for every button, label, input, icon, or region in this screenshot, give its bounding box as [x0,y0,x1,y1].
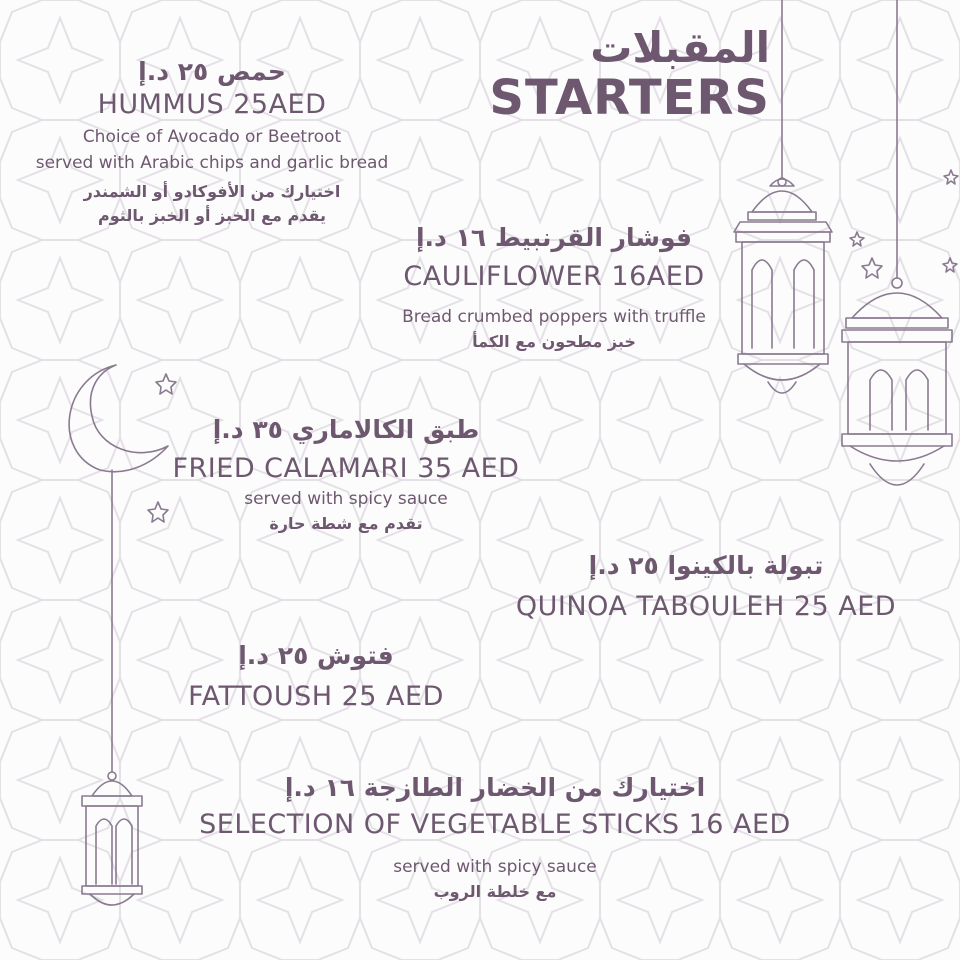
menu-item-quinoa-tabouleh [486,550,926,624]
item-description: served with spicy sauce [393,857,597,877]
item-name-arabic: حمص ٢٥ د.إ [138,57,286,86]
menu-item-calamari [146,414,546,536]
item-name-english: QUINOA TABOULEH 25 AED [515,591,897,622]
item-description-arabic: خبز مطحون مع الكمأ [472,332,636,351]
section-heading [489,24,770,124]
item-description-arabic: تقدم مع شطة حارة [269,514,423,533]
star-icon [862,258,882,278]
item-name-english: SELECTION OF VEGETABLE STICKS 16 AED [199,809,791,840]
heading-arabic: المقبلات [590,23,770,72]
item-description-arabic: اختيارك من الأفوكادو أو الشمندر [83,182,341,201]
item-name-english: HUMMUS 25AED [97,89,327,120]
item-description: Choice of Avocado or Beetroot [82,127,342,147]
item-name-arabic: فتوش ٢٥ د.إ [238,641,394,670]
lantern-icon [842,0,952,485]
item-description: Bread crumbed poppers with truffle [402,307,706,327]
item-name-english: FRIED CALAMARI 35 AED [172,453,520,484]
heading-english: STARTERS [489,70,770,126]
item-name-arabic: فوشار القرنبيط ١٦ د.إ [415,223,693,252]
menu-item-fattoush [166,640,466,714]
item-description: served with spicy sauce [244,489,448,509]
star-icon [850,232,864,246]
item-name-english: FATTOUSH 25 AED [188,681,444,712]
menu-item-vegetable-sticks [160,772,830,904]
item-name-arabic: طبق الكالاماري ٣٥ د.إ [212,415,480,444]
item-name-arabic: اختيارك من الخضار الطازجة ١٦ د.إ [284,773,706,802]
item-description: served with Arabic chips and garlic bread [35,153,389,173]
item-description-arabic: مع خلطة الروب [433,882,557,901]
item-description-arabic: يقدم مع الخبز أو الخبز بالثوم [98,206,326,225]
menu-item-cauliflower [364,222,744,354]
star-icon [943,258,957,272]
menu-item-hummus [0,56,424,228]
star-icon [944,170,958,184]
star-icon [156,374,176,394]
item-name-arabic: تبولة بالكينوا ٢٥ د.إ [588,551,824,580]
item-name-english: CAULIFLOWER 16AED [403,261,705,292]
lantern-icon [82,470,142,905]
